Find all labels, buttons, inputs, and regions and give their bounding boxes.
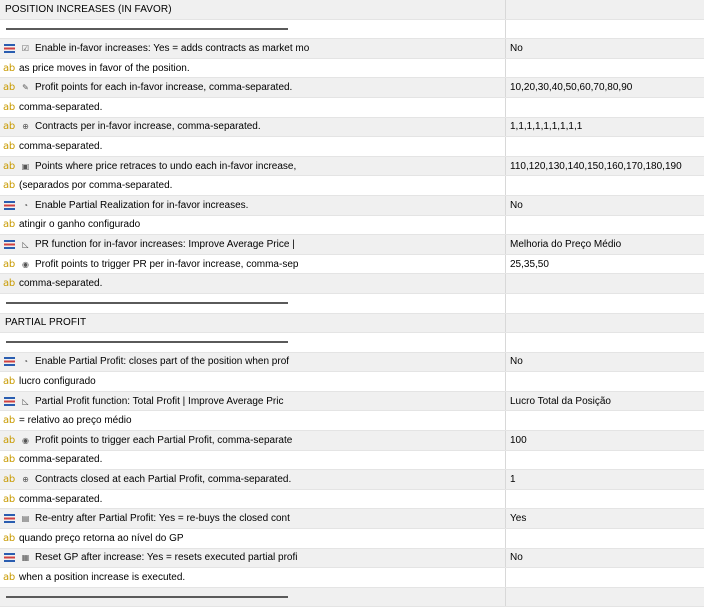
target-icon: ◉	[22, 435, 29, 445]
value-cell	[506, 20, 704, 39]
value-cell[interactable]	[506, 451, 704, 470]
value-cell[interactable]	[506, 39, 704, 58]
list-icon	[0, 353, 18, 372]
value-cell[interactable]	[506, 59, 704, 78]
value-cell[interactable]	[506, 216, 704, 235]
name-cell	[0, 196, 506, 215]
name-cell	[0, 59, 506, 78]
ab-icon: ab	[3, 493, 15, 505]
name-cell	[0, 294, 506, 313]
name-cell	[0, 392, 506, 411]
chart-icon: ◺	[22, 239, 29, 249]
list-icon	[0, 392, 18, 411]
ab-icon: ab	[3, 180, 15, 192]
name-cell	[0, 20, 506, 39]
param-label: quando preço retorna ao nível do GP	[19, 532, 184, 544]
param-row[interactable]	[0, 431, 704, 451]
ab-icon: ab	[3, 101, 15, 113]
param-row[interactable]	[0, 451, 704, 471]
ab-icon: ab	[3, 62, 15, 74]
param-value[interactable]: 10,20,30,40,50,60,70,80,90	[510, 82, 633, 94]
name-cell	[0, 78, 506, 97]
value-cell[interactable]	[506, 118, 704, 137]
section-title: PARTIAL PROFIT	[5, 317, 87, 329]
value-cell[interactable]	[506, 431, 704, 450]
param-label: Re-entry after Partial Profit: Yes = re-buys the closed cont	[35, 513, 290, 525]
list-icon	[0, 509, 18, 528]
param-row[interactable]	[0, 490, 704, 510]
param-label: comma-separated.	[19, 493, 103, 505]
name-cell	[0, 118, 506, 137]
param-row[interactable]	[0, 98, 704, 118]
param-label: Partial Profit function: Total Profit | Improve Average Pric	[35, 395, 284, 407]
param-label: atingir o ganho configurado	[19, 219, 141, 231]
value-cell[interactable]	[506, 157, 704, 176]
name-cell	[0, 137, 506, 156]
param-row[interactable]	[0, 78, 704, 98]
param-value[interactable]: Lucro Total da Posição	[510, 395, 611, 407]
list-icon	[0, 196, 18, 215]
value-cell[interactable]	[506, 490, 704, 509]
value-cell	[506, 588, 704, 607]
param-value[interactable]: 1,1,1,1,1,1,1,1,1	[510, 121, 583, 133]
name-cell	[0, 255, 506, 274]
value-cell[interactable]	[506, 411, 704, 430]
list-icon	[0, 39, 18, 58]
name-cell	[0, 490, 506, 509]
param-value[interactable]: 100	[510, 434, 527, 446]
separator-line	[6, 28, 288, 30]
param-value[interactable]: 25,35,50	[510, 258, 549, 270]
param-row[interactable]	[0, 568, 704, 588]
value-cell[interactable]	[506, 196, 704, 215]
param-row[interactable]	[0, 372, 704, 392]
param-value[interactable]: Melhoria do Preço Médio	[510, 238, 622, 250]
section-header	[0, 314, 704, 334]
value-cell[interactable]	[506, 235, 704, 254]
param-label: Points where price retraces to undo each in-favor increase,	[35, 160, 297, 172]
value-cell	[506, 0, 704, 19]
ab-icon: ab	[3, 415, 15, 427]
ab-icon: ab	[3, 160, 15, 172]
param-value[interactable]: Yes	[510, 513, 527, 525]
param-row[interactable]	[0, 176, 704, 196]
param-label: Contracts closed at each Partial Profit, comma-separated.	[35, 474, 292, 486]
name-cell	[0, 588, 506, 607]
ab-icon: ab	[3, 121, 15, 133]
param-row[interactable]	[0, 392, 704, 412]
param-row[interactable]	[0, 118, 704, 138]
value-cell[interactable]	[506, 176, 704, 195]
ab-icon: ab	[3, 434, 15, 446]
param-row[interactable]	[0, 353, 704, 373]
name-cell	[0, 333, 506, 352]
param-label: Enable Partial Profit: closes part of the position when prof	[35, 356, 290, 368]
name-cell	[0, 0, 506, 19]
reset-icon: ▦	[21, 553, 30, 563]
list-icon	[0, 235, 18, 254]
name-cell	[0, 549, 506, 568]
ab-icon: ab	[3, 532, 15, 544]
ab-icon: ab	[3, 376, 15, 388]
name-cell	[0, 235, 506, 254]
param-value[interactable]: No	[510, 552, 523, 564]
param-row[interactable]	[0, 157, 704, 177]
name-cell	[0, 372, 506, 391]
param-row[interactable]	[0, 549, 704, 569]
name-cell	[0, 509, 506, 528]
param-row[interactable]	[0, 59, 704, 79]
grid-icon: ▣	[21, 161, 30, 171]
param-label: lucro configurado	[19, 376, 96, 388]
param-label: Reset GP after increase: Yes = resets executed partial profi	[35, 552, 298, 564]
name-cell	[0, 314, 506, 333]
param-label: Contracts per in-favor increase, comma-separated.	[35, 121, 261, 133]
target-icon: ◉	[22, 259, 29, 269]
separator-row	[0, 333, 704, 353]
name-cell	[0, 568, 506, 587]
name-cell	[0, 39, 506, 58]
param-label: as price moves in favor of the position.	[19, 62, 190, 74]
value-cell[interactable]	[506, 509, 704, 528]
value-cell	[506, 333, 704, 352]
param-row[interactable]	[0, 529, 704, 549]
param-label: comma-separated.	[19, 101, 103, 113]
param-value[interactable]: No	[510, 42, 523, 54]
value-cell[interactable]	[506, 529, 704, 548]
contracts-icon: ⊕	[22, 475, 29, 485]
value-cell[interactable]	[506, 470, 704, 489]
param-label: when a position increase is executed.	[19, 572, 186, 584]
param-label: Profit points to trigger PR per in-favor increase, comma-sep	[35, 258, 299, 270]
name-cell	[0, 470, 506, 489]
value-cell[interactable]	[506, 568, 704, 587]
chart-icon: ◺	[22, 396, 29, 406]
name-cell	[0, 451, 506, 470]
separator-row	[0, 20, 704, 40]
value-cell[interactable]	[506, 274, 704, 293]
value-cell[interactable]	[506, 353, 704, 372]
section-header	[0, 0, 704, 20]
param-row[interactable]	[0, 235, 704, 255]
value-cell[interactable]	[506, 255, 704, 274]
param-row[interactable]	[0, 216, 704, 236]
name-cell	[0, 216, 506, 235]
value-cell[interactable]	[506, 372, 704, 391]
param-label: Profit points to trigger each Partial Profit, comma-separate	[35, 434, 293, 446]
value-cell	[506, 314, 704, 333]
name-cell	[0, 411, 506, 430]
param-row[interactable]	[0, 274, 704, 294]
param-value[interactable]: 110,120,130,140,150,160,170,180,190	[510, 160, 682, 172]
param-row[interactable]	[0, 39, 704, 59]
ab-icon: ab	[3, 454, 15, 466]
contracts-icon: ⊕	[22, 122, 29, 132]
param-label: Enable Partial Realization for in-favor increases.	[35, 199, 249, 211]
reentry-icon: ▤	[21, 514, 30, 524]
list-icon	[0, 549, 18, 568]
value-cell[interactable]	[506, 137, 704, 156]
param-label: Profit points for each in-favor increase, comma-separated.	[35, 82, 293, 94]
param-label: = relativo ao preço médio	[19, 415, 132, 427]
ab-icon: ab	[3, 140, 15, 152]
param-label: comma-separated.	[19, 454, 103, 466]
param-value[interactable]: No	[510, 356, 523, 368]
separator-row	[0, 294, 704, 314]
param-row[interactable]	[0, 255, 704, 275]
param-row[interactable]	[0, 196, 704, 216]
name-cell	[0, 274, 506, 293]
param-label: comma-separated.	[19, 140, 103, 152]
value-cell[interactable]	[506, 392, 704, 411]
param-row[interactable]	[0, 137, 704, 157]
value-cell[interactable]	[506, 98, 704, 117]
param-label: Enable in-favor increases: Yes = adds contracts as market mo	[35, 42, 310, 54]
name-cell	[0, 529, 506, 548]
param-row[interactable]	[0, 509, 704, 529]
param-label: comma-separated.	[19, 278, 103, 290]
name-cell	[0, 176, 506, 195]
ab-icon: ab	[3, 474, 15, 486]
ab-icon: ab	[3, 572, 15, 584]
param-value[interactable]: 1	[510, 474, 516, 486]
separator-line	[6, 596, 288, 598]
ab-icon: ab	[3, 82, 15, 94]
ab-icon: ab	[3, 219, 15, 231]
param-value[interactable]: No	[510, 199, 523, 211]
separator-line	[6, 302, 288, 304]
value-cell	[506, 294, 704, 313]
pencil-icon: ✎	[22, 83, 29, 93]
name-cell	[0, 157, 506, 176]
ab-icon: ab	[3, 258, 15, 270]
timer-icon: ◔	[23, 200, 28, 210]
param-row[interactable]	[0, 470, 704, 490]
param-label: (separados por comma-separated.	[19, 180, 173, 192]
name-cell	[0, 431, 506, 450]
separator-line	[6, 341, 288, 343]
separator-row	[0, 588, 704, 607]
name-cell	[0, 353, 506, 372]
value-cell[interactable]	[506, 78, 704, 97]
name-cell	[0, 98, 506, 117]
section-title: POSITION INCREASES (IN FAVOR)	[5, 3, 172, 15]
ab-icon: ab	[3, 278, 15, 290]
timer-icon: ◔	[23, 357, 28, 367]
param-row[interactable]	[0, 411, 704, 431]
param-label: PR function for in-favor increases: Improve Average Price |	[35, 238, 295, 250]
value-cell[interactable]	[506, 549, 704, 568]
checkbox-icon: ☑	[21, 43, 30, 53]
